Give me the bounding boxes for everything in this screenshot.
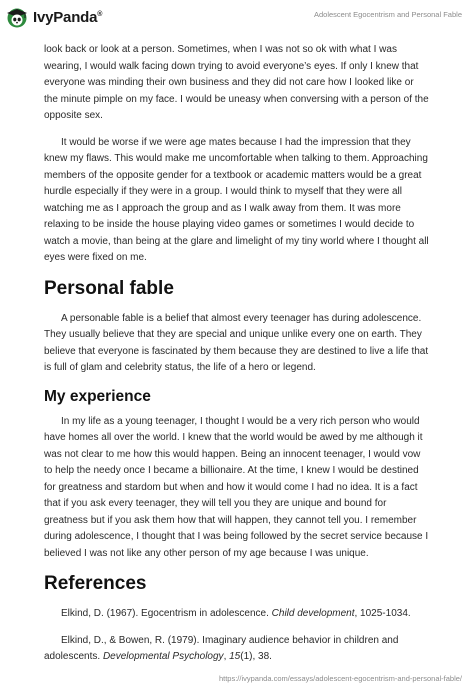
brand-name: IvyPanda® bbox=[33, 8, 103, 26]
heading-references: References bbox=[44, 573, 147, 594]
heading-my-experience: My experience bbox=[44, 387, 151, 405]
paragraph-personal-fable: A personable fable is a belief that almost every teenager has during adolescence. They usually believe that they are special and unique unlike every one on earth. They believe that everyone is fascinated by them because they are destined to live a life that is full of glam and celebrity status, the life of a hero or legend. bbox=[44, 312, 429, 373]
document-title: Adolescent Egocentrism and Personal Fable bbox=[313, 10, 462, 19]
paragraph-my-experience: In my life as a young teenager, I thought I would be a very rich person who would have homes all over the world. I knew that the world would be awed by me although it was not clear to me how this would happen. Being an innocent teenager, I would vow to help the needy once I became a billionaire. At the time, I knew I would be destined for greatness and stardom but when and how it would come I had no idea. It is a fact that if you ask every teenager, they will tell you they are unique and bound for greatness but if you ask them how that will happen, they cannot tell you. I remember during adolescence, I thought that I was being followed by the secret service because I believed I was not like any other person of my age because I was unique. bbox=[44, 415, 429, 559]
ivypanda-logo[interactable] bbox=[6, 6, 102, 28]
heading-personal-fable: Personal fable bbox=[44, 277, 174, 299]
page-header bbox=[0, 0, 474, 40]
paragraph-intro-continued: look back or look at a person. Sometimes, when I was not so ok with what I was wearing, I would walk facing down trying to avoid everyone’s eyes. If only I knew that everyone was minding their own business and they did not care how I looked like or the minute pimple on my face. I would be uneasy when conversing with a person of the opposite sex. bbox=[44, 44, 429, 121]
paragraph-age-mates: It would be worse if we were age mates because I had the impression that they knew my flaws. This would make me uncomfortable when talking to them. Approaching members of the opposite gender for a textbook or academic matters would be a great hurdle especially if they were in a group. I would think to myself that they were all watching me as I approach the group and as I walk away from them. It was more relaxing to be inside the house playing video games or sometimes I would decide to watch a movie, than being at the glare and limelight of my tiny world where I thought all eyes were fixed on me. bbox=[44, 136, 429, 263]
essay-content bbox=[44, 42, 430, 676]
reference-elkind-bowen-1979: Elkind, D., & Bowen, R. (1979). Imaginary audience behavior in children and adolescents. Developmental Psychology, 15(1), 38. bbox=[44, 634, 399, 662]
source-url[interactable]: https://ivypanda.com/essays/adolescent-egocentrism-and-personal-fable/ bbox=[218, 674, 462, 683]
graduation-cap-panda-icon bbox=[6, 6, 28, 28]
reference-elkind-1967: Elkind, D. (1967). Egocentrism in adolescence. Child development, 1025-1034. bbox=[61, 608, 411, 619]
